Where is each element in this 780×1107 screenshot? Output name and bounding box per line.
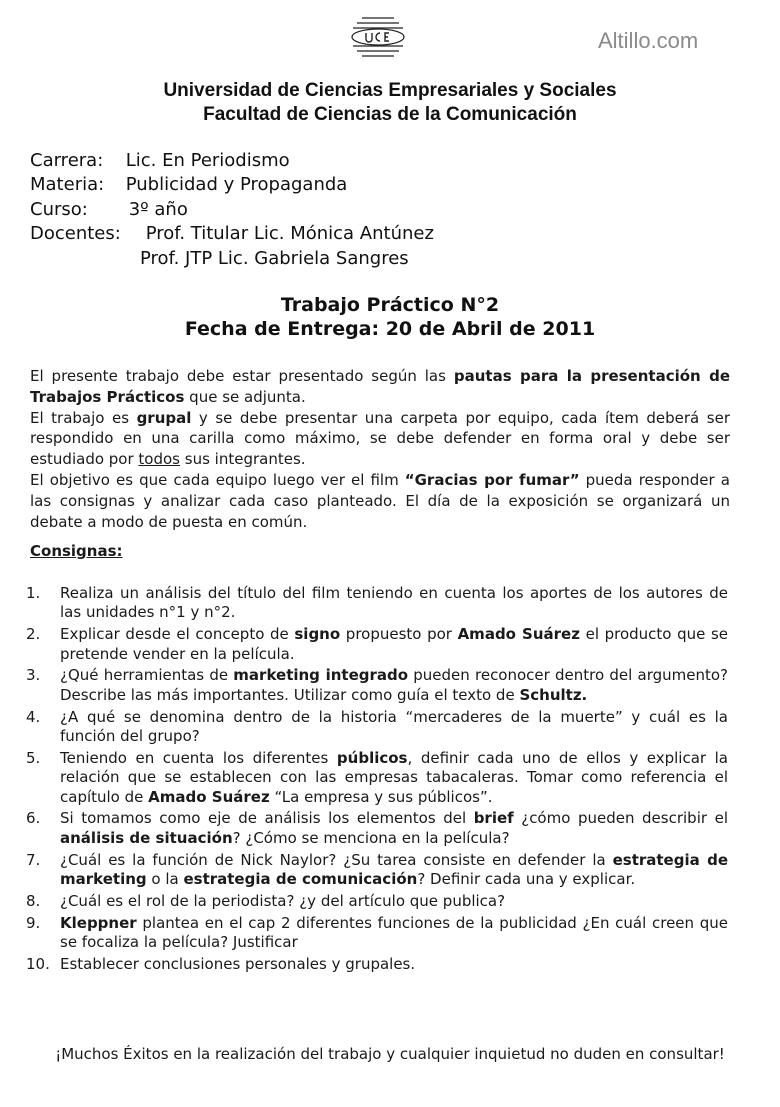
university-name: Universidad de Ciencias Empresariales y Sociales bbox=[163, 80, 617, 101]
list-item: 9. Kleppner plantea en el cap 2 diferentes funciones de la publicidad ¿En cuál creen que se focaliza la película? Justificar bbox=[26, 913, 728, 952]
ucès-logo bbox=[348, 14, 408, 60]
consignas-heading: Consignas: bbox=[30, 542, 123, 560]
list-item: 6. Si tomamos como eje de análisis los elementos del brief ¿cómo pueden describir el análisis de situación? ¿Cómo se menciona en la película? bbox=[26, 809, 728, 847]
intro-paragraph: El presente trabajo debe estar presentado según las pautas para la presentación de Trabajos Prácticos que se adjunta. bbox=[30, 367, 730, 406]
list-item: 3. ¿Qué herramientas de marketing integrado pueden reconocer dentro del argumento? Describe las más importantes. Utilizar como guía el texto de Schultz. bbox=[26, 666, 729, 704]
materia-label: Materia: bbox=[30, 174, 105, 195]
delivery-date: Fecha de Entrega: 20 de Abril de 2011 bbox=[184, 318, 596, 340]
closing-message: ¡Muchos Éxitos en la realización del trabajo y cualquier inquietud no duden en consultar! bbox=[55, 1045, 725, 1063]
intro bbox=[30, 366, 730, 532]
consignas-list bbox=[22, 584, 728, 977]
carrera-label: Carrera: bbox=[30, 150, 104, 171]
list-item: 5. Teniendo en cuenta los diferentes públicos, definir cada uno de ellos y explicar la relación que se establecen con las empresas tabacaleras. Tomar como referencia el capítulo de Amado Suárez “La empresa y sus públicos”. bbox=[26, 748, 728, 806]
list-item: 7. ¿Cuál es la función de Nick Naylor? ¿Su tarea consiste en defender la estrategia de marketing o la estrategia de comunicación? Definir cada una y explicar. bbox=[26, 850, 728, 889]
intro-paragraph: El trabajo es grupal y se debe presentar una carpeta por equipo, cada ítem deberá ser respondido en una carilla como máximo, se debe defender en forma oral y debe ser estudiado por todos sus integrantes. bbox=[30, 408, 730, 469]
curso-label: Curso: bbox=[30, 199, 88, 220]
docente-jtp: Prof. JTP Lic. Gabriela Sangres bbox=[140, 248, 409, 269]
list-item: 1. Realiza un análisis del título del film teniendo en cuenta los aportes de los autores de las unidades n°1 y n°2. bbox=[26, 584, 728, 622]
curso-value: 3º año bbox=[128, 199, 188, 220]
carrera-value: Lic. En Periodismo bbox=[125, 150, 290, 171]
materia-value: Publicidad y Propaganda bbox=[125, 174, 348, 195]
intro-paragraph: El objetivo es que cada equipo luego ver el film “Gracias por fumar” pueda responder a las consignas y analizar cada caso planteado. El día de la exposición se organizará un debate a modo de puesta en común. bbox=[30, 470, 730, 531]
tp-title: Trabajo Práctico N°2 bbox=[280, 294, 500, 316]
list-item: 2. Explicar desde el concepto de signo propuesto por Amado Suárez el producto que se pretende vender en la película. bbox=[26, 625, 729, 663]
docente-titular: Prof. Titular Lic. Mónica Antúnez bbox=[145, 223, 434, 244]
curso-row bbox=[30, 199, 188, 220]
faculty-name: Facultad de Ciencias de la Comunicación bbox=[203, 104, 577, 125]
docentes-label: Docentes: bbox=[30, 223, 121, 244]
materia-row bbox=[30, 174, 347, 195]
carrera-row bbox=[30, 150, 290, 171]
list-item: 4. ¿A qué se denomina dentro de la historia “mercaderes de la muerte” y cuál es la función del grupo? bbox=[26, 707, 728, 746]
docentes-row bbox=[30, 223, 434, 244]
list-item: 8. ¿Cuál es el rol de la periodista? ¿y del artículo que publica? bbox=[26, 891, 506, 910]
watermark: Altillo.com bbox=[598, 28, 699, 53]
list-item: 10. Establecer conclusiones personales y grupales. bbox=[26, 954, 416, 973]
